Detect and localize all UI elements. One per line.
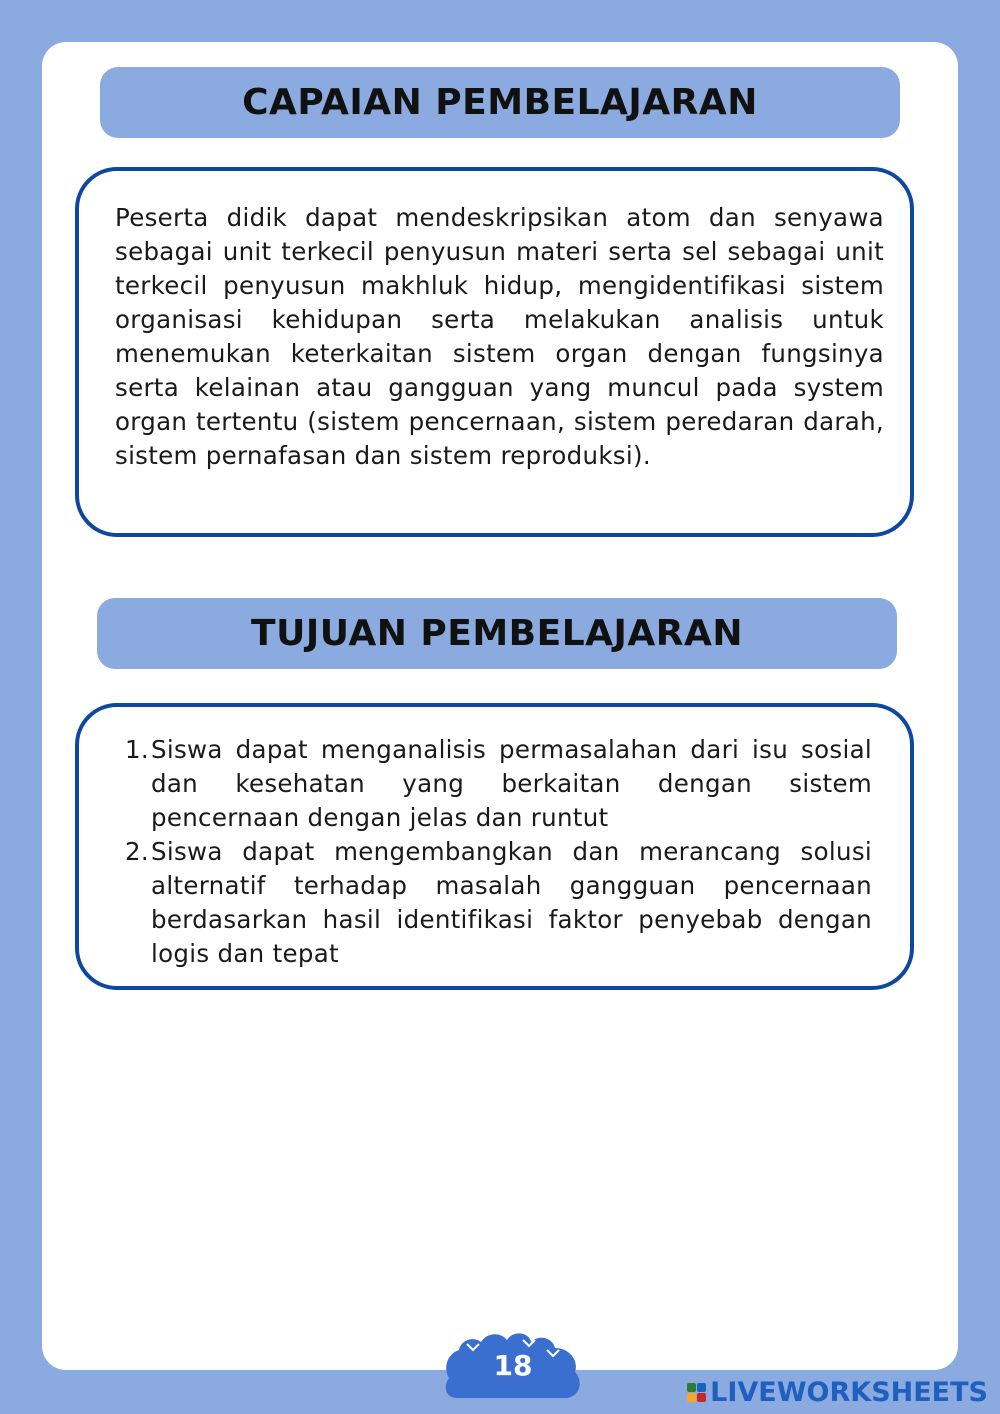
list-item [123,733,872,835]
list-item-text: Siswa dapat mengembangkan dan merancang solusi alternatif terhadap masalah gangguan pencernaan berdasarkan hasil identifikasi faktor penyebab dengan logis dan tepat [151,837,872,968]
list-item-number: 1. [125,735,149,764]
section-title-capaian: CAPAIAN PEMBELAJARAN [100,67,900,138]
tujuan-list [123,733,872,971]
brand-text: LIVEWORKSHEETS [710,1377,988,1408]
list-item [123,835,872,971]
brand-watermark [687,1377,988,1408]
capaian-box [75,167,914,537]
capaian-text: Peserta didik dapat mendeskripsikan atom dan senyawa sebagai unit terkecil penyusun materi serta sel sebagai unit terkecil penyusun makhluk hidup, mengidentifikasi sistem organisasi kehidupan serta melakukan analisis untuk menemukan keterkaitan sistem organ dengan fungsinya serta kelainan atau gangguan yang muncul pada system organ tertentu (sistem pencernaan, sistem peredaran darah, sistem pernafasan dan sistem reproduksi). [115,203,884,470]
list-item-text: Siswa dapat menganalisis permasalahan dari isu sosial dan kesehatan yang berkaitan dengan sistem pencernaan dengan jelas dan runtut [151,735,872,832]
liveworksheets-logo-icon [687,1383,706,1402]
page-sheet [42,42,958,1370]
tujuan-box [75,703,914,990]
section-title-tujuan: TUJUAN PEMBELAJARAN [97,598,897,669]
list-item-number: 2. [125,837,149,866]
page-number: 18 [493,1349,533,1382]
